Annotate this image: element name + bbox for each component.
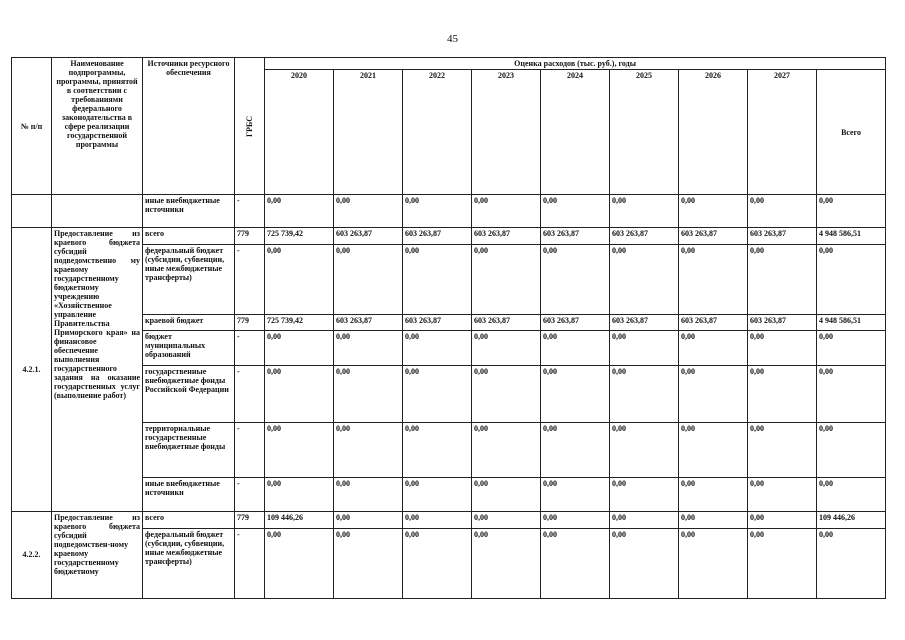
header-year: 2024 (541, 70, 610, 195)
grbs-cell: - (235, 477, 265, 511)
value-cell: 0,00 (472, 528, 541, 598)
value-cell: 0,00 (265, 422, 334, 477)
value-cell: 0,00 (403, 366, 472, 422)
value-cell: 0,00 (610, 511, 679, 528)
value-cell: 0,00 (541, 195, 610, 228)
value-cell: 603 263,87 (610, 315, 679, 331)
source-cell: государственные внебюджетные фонды Российской Федерации (143, 366, 235, 422)
value-cell: 0,00 (334, 477, 403, 511)
value-cell: 0,00 (334, 366, 403, 422)
value-cell: 603 263,87 (403, 315, 472, 331)
header-year: 2022 (403, 70, 472, 195)
value-cell: 0,00 (610, 331, 679, 366)
value-cell: 0,00 (334, 195, 403, 228)
source-cell: федеральный бюджет (субсидии, субвенции, иные межбюджетные трансферты) (143, 245, 235, 315)
total-cell: 4 948 586,51 (817, 228, 886, 245)
table-row (12, 195, 886, 228)
total-cell: 0,00 (817, 477, 886, 511)
value-cell: 603 263,87 (472, 228, 541, 245)
total-cell: 4 948 586,51 (817, 315, 886, 331)
table-row (12, 366, 886, 422)
table-row (12, 511, 886, 528)
value-cell: 0,00 (472, 366, 541, 422)
total-cell: 109 446,26 (817, 511, 886, 528)
value-cell: 0,00 (265, 528, 334, 598)
source-cell: краевой бюджет (143, 315, 235, 331)
value-cell: 0,00 (610, 366, 679, 422)
value-cell: 0,00 (679, 366, 748, 422)
value-cell: 603 263,87 (748, 315, 817, 331)
value-cell: 603 263,87 (541, 228, 610, 245)
value-cell: 0,00 (541, 511, 610, 528)
value-cell: 603 263,87 (679, 228, 748, 245)
value-cell: 603 263,87 (334, 315, 403, 331)
value-cell: 603 263,87 (610, 228, 679, 245)
table-row (12, 245, 886, 315)
item-name: Предоставление из краевого бюджета субсидий подведомствен-ному краевому государственному бюджетному (52, 511, 143, 598)
value-cell: 603 263,87 (472, 315, 541, 331)
grbs-cell: - (235, 528, 265, 598)
value-cell: 603 263,87 (679, 315, 748, 331)
value-cell: 0,00 (265, 331, 334, 366)
total-cell: 0,00 (817, 528, 886, 598)
value-cell: 0,00 (679, 528, 748, 598)
header-year: 2025 (610, 70, 679, 195)
source-cell: территориальные государственные внебюджетные фонды (143, 422, 235, 477)
grbs-cell: - (235, 245, 265, 315)
value-cell: 0,00 (610, 195, 679, 228)
value-cell: 0,00 (748, 477, 817, 511)
value-cell: 0,00 (679, 195, 748, 228)
value-cell: 0,00 (541, 477, 610, 511)
header-year: 2026 (679, 70, 748, 195)
total-cell: 0,00 (817, 331, 886, 366)
table-row (12, 528, 886, 598)
value-cell: 0,00 (541, 422, 610, 477)
source-cell: федеральный бюджет (субсидии, субвенции, иные межбюджетные трансферты) (143, 528, 235, 598)
value-cell: 0,00 (334, 331, 403, 366)
value-cell: 0,00 (265, 477, 334, 511)
value-cell: 0,00 (679, 422, 748, 477)
source-cell: всего (143, 511, 235, 528)
header-year: 2027 (748, 70, 817, 195)
value-cell: 0,00 (472, 245, 541, 315)
row-name-cell (52, 195, 143, 228)
value-cell: 0,00 (265, 366, 334, 422)
header-total: Всего (817, 70, 886, 195)
value-cell: 0,00 (472, 422, 541, 477)
item-number: 4.2.1. (12, 228, 52, 512)
item-number: 4.2.2. (12, 511, 52, 598)
value-cell: 0,00 (610, 422, 679, 477)
table-row (12, 422, 886, 477)
page-number: 45 (447, 33, 458, 45)
value-cell: 0,00 (334, 245, 403, 315)
value-cell: 0,00 (679, 245, 748, 315)
source-cell: бюджет муниципальных образований (143, 331, 235, 366)
grbs-cell: 779 (235, 228, 265, 245)
value-cell: 0,00 (403, 511, 472, 528)
value-cell: 0,00 (679, 477, 748, 511)
value-cell: 603 263,87 (748, 228, 817, 245)
value-cell: 0,00 (265, 245, 334, 315)
header-year: 2020 (265, 70, 334, 195)
value-cell: 603 263,87 (541, 315, 610, 331)
value-cell: 0,00 (610, 245, 679, 315)
value-cell: 0,00 (610, 528, 679, 598)
value-cell: 0,00 (541, 245, 610, 315)
value-cell: 0,00 (748, 422, 817, 477)
value-cell: 0,00 (748, 366, 817, 422)
value-cell: 0,00 (748, 511, 817, 528)
grbs-cell: 779 (235, 315, 265, 331)
table-row (12, 477, 886, 511)
total-cell: 0,00 (817, 245, 886, 315)
value-cell: 0,00 (334, 528, 403, 598)
header-grbs-label: ГРБС (245, 115, 254, 137)
source-cell: иные внебюджетные источники (143, 195, 235, 228)
item-name: Предоставление из краевого бюджета субсидий подведомственно му краевому государственному бюджетному учреждению «Хозяйственное управление Правительства Приморского края» на финансовое обеспечение выполнения государственного задания на оказание государственных услуг (выполнение работ) (52, 228, 143, 512)
grbs-cell: - (235, 422, 265, 477)
value-cell: 0,00 (403, 477, 472, 511)
value-cell: 0,00 (541, 331, 610, 366)
grbs-cell: - (235, 331, 265, 366)
value-cell: 0,00 (334, 511, 403, 528)
grbs-cell: - (235, 195, 265, 228)
value-cell: 0,00 (541, 366, 610, 422)
source-cell: иные внебюджетные источники (143, 477, 235, 511)
total-cell: 0,00 (817, 422, 886, 477)
value-cell: 0,00 (265, 195, 334, 228)
value-cell: 0,00 (334, 422, 403, 477)
total-cell: 0,00 (817, 195, 886, 228)
value-cell: 0,00 (610, 477, 679, 511)
value-cell: 0,00 (679, 511, 748, 528)
value-cell: 0,00 (403, 331, 472, 366)
header-year: 2021 (334, 70, 403, 195)
value-cell: 109 446,26 (265, 511, 334, 528)
value-cell: 603 263,87 (334, 228, 403, 245)
table-row (12, 331, 886, 366)
value-cell: 0,00 (748, 528, 817, 598)
header-number: № п/п (12, 58, 52, 195)
grbs-cell: 779 (235, 511, 265, 528)
value-cell: 0,00 (472, 331, 541, 366)
header-estimate: Оценка расходов (тыс. руб.), годы (265, 58, 886, 70)
value-cell: 0,00 (472, 477, 541, 511)
value-cell: 0,00 (472, 511, 541, 528)
value-cell: 603 263,87 (403, 228, 472, 245)
header-sources: Источники ресурсного обеспечения (143, 58, 235, 195)
table-row (12, 228, 886, 245)
source-cell: всего (143, 228, 235, 245)
grbs-cell: - (235, 366, 265, 422)
value-cell: 0,00 (748, 195, 817, 228)
value-cell: 0,00 (748, 245, 817, 315)
row-number-cell (12, 195, 52, 228)
value-cell: 0,00 (748, 331, 817, 366)
total-cell: 0,00 (817, 366, 886, 422)
value-cell: 0,00 (541, 528, 610, 598)
value-cell: 0,00 (472, 195, 541, 228)
value-cell: 0,00 (403, 528, 472, 598)
value-cell: 0,00 (403, 245, 472, 315)
value-cell: 725 739,42 (265, 228, 334, 245)
table-row (12, 315, 886, 331)
value-cell: 0,00 (679, 331, 748, 366)
header-name: Наименование подпрограммы, программы, принятой в соответствии с требованиями федерального законодательства в сфере реализации государственной программы (52, 58, 143, 195)
value-cell: 0,00 (403, 422, 472, 477)
budget-table (11, 57, 886, 599)
value-cell: 725 739,42 (265, 315, 334, 331)
header-year: 2023 (472, 70, 541, 195)
header-grbs (235, 58, 265, 195)
value-cell: 0,00 (403, 195, 472, 228)
